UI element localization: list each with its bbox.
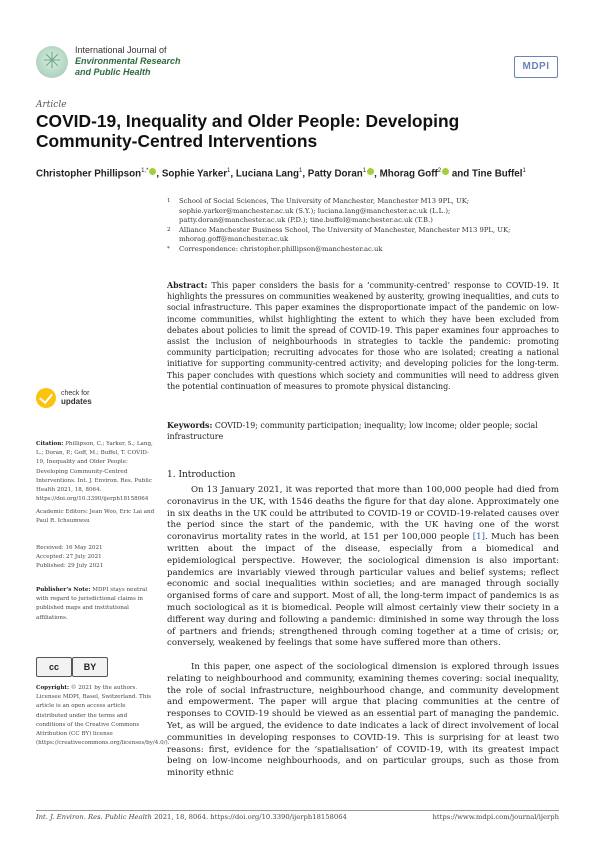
- copyright-text: © 2021 by the authors. Licensee MDPI, Basel, Switzerland. This article is an open access article distributed under the terms and conditions of the Creative Commons Attribution (CC BY) license (https://creativecommons.org/licenses/by/4.0/).: [36, 685, 170, 747]
- footer-doi[interactable]: 2021, 18, 8064. https://doi.org/10.3390/ijerph18158064: [154, 813, 347, 821]
- affil-emails[interactable]: sophie.yarker@manchester.ac.uk (S.Y.); luciana.lang@manchester.ac.uk (L.L.);: [179, 206, 451, 215]
- author-affil-mark: 1: [298, 168, 303, 174]
- abstract: [167, 280, 559, 392]
- author-affil-mark: 1,*: [141, 168, 149, 174]
- accepted-date: Accepted: 27 July 2021: [36, 554, 102, 561]
- author-name[interactable]: Christopher Phillipson: [36, 168, 142, 180]
- paragraph-text: On 13 January 2021, it was reported that more than 100,000 people had died from coronavirus in the UK, with 1546 deaths the figure for that day alone. Approximately one in six deaths in the UK could be attributed to COVID-19 or COVID-19-related causes over the period since the start of the pandemic, with the UK having one of the worst coronavirus mortality rates in the world, at 151 per 100,000 people: [167, 485, 559, 543]
- journal-name-line3: and Public Health: [75, 67, 151, 77]
- journal-name-line1: International Journal of: [75, 45, 167, 55]
- publisher-note: [36, 586, 156, 623]
- footer-citation: [36, 813, 347, 821]
- affil-line: Alliance Manchester Business School, The University of Manchester, Manchester M13 9PL, UK;: [179, 225, 511, 234]
- author-name[interactable]: Patty Doran: [307, 168, 363, 180]
- journal-name[interactable]: [75, 45, 181, 78]
- footer-url[interactable]: https://www.mdpi.com/journal/ijerph: [432, 813, 559, 821]
- received-date: Received: 16 May 2021: [36, 545, 103, 551]
- author-name[interactable]: Luciana Lang: [235, 168, 299, 180]
- footer-journal: Int. J. Environ. Res. Public Health: [36, 813, 152, 821]
- copyright-label: Copyright:: [36, 685, 70, 691]
- author-list: Christopher Phillipson$^{1,*}$ , Sophie Yarker$^1$, Luciana Lang$^1$, Patty Doran$^1$ , Mhorag Goff$^2$ and Tine Buffel$^1$: [36, 168, 526, 180]
- page-title: COVID-19, Inequality and Older People: Developing Community-Centred Interventions: [36, 111, 460, 151]
- abstract-text: This paper considers the basis for a ‘community-centred’ response to COVID-19. It highlights the pressures on communities weakened by austerity, growing inequalities, and cuts to social infrastructure. This paper examines the disproportionate impact of the pandemic on low-income communities, whilst highlighting the extent to which they have been excluded from debates about policies to limit the spread of COVID-19. This paper examines four approaches to assist the inclusion of neighbourhoods in strategies to tackle the pandemic: promoting community participation; recruiting advocates for those who are isolated; creating a national initiative for supporting community-centred activity; and developing policies for the long-term. This paper concludes with questions which society and communities will need to address given the potential continuation of measures to promote physical distancing.: [167, 281, 559, 391]
- affil-mark: *: [167, 245, 170, 252]
- author-affil-mark: 1: [362, 168, 367, 174]
- publisher-note-text: MDPI stays neutral with regard to jurisdictional claims in published maps and institutional affiliations.: [36, 587, 148, 621]
- orcid-icon[interactable]: [149, 168, 156, 175]
- keywords-text: COVID-19; community participation; inequality; low income; older people; social infrastructure: [167, 421, 538, 441]
- affil-mark: 2: [167, 226, 171, 233]
- correspondence[interactable]: Correspondence: christopher.phillipson@manchester.ac.uk: [179, 244, 383, 253]
- by-license-icon[interactable]: BY: [72, 657, 108, 677]
- author-affil-mark: 1: [227, 168, 231, 174]
- affil-mark: 1: [167, 198, 171, 204]
- check-updates-label: [61, 390, 92, 406]
- caduceus-icon: ✳: [42, 49, 62, 74]
- check-updates-line2: updates: [61, 397, 92, 406]
- citation-link[interactable]: [1]: [472, 532, 485, 543]
- paragraph-text: . Much has been written about the impact of the disease, especially from a biomedical and epidemiological perspective. However, the sociological dimension is also important: pandemics are invariably viewed through particular values and belief systems; reflect economic and social inequalities within societies; and are managed through socially organised forms of care and support. Most of all, the long-term impact of pandemics is as much sociological as it is biomedical. People will almost certainly view their society in a different way during and following a pandemic: diminished in some way through the loss of partners and friends; strengthened through coming together at a time of crisis; or, conversely, weakened by feelings that some have suffered more than others.: [167, 532, 559, 649]
- affil-line: School of Social Sciences, The University of Manchester, Manchester M13 9PL, UK;: [179, 197, 470, 205]
- dates-block: [36, 544, 156, 572]
- orcid-icon[interactable]: [367, 168, 374, 175]
- author-name[interactable]: Mhorag Goff: [379, 168, 438, 180]
- author-name[interactable]: Sophie Yarker: [161, 168, 228, 180]
- published-date: Published: 29 July 2021: [36, 563, 104, 570]
- footer-divider: [36, 810, 559, 811]
- mdpi-logo-text: MDPI: [522, 61, 550, 72]
- intro-paragraph-2: In this paper, one aspect of the sociological dimension is explored through issues relating to neighbourhood and community, examining themes covering: social inequality, the role of social infrastructure, neighbourhood change, and community development and empowerment. The paper will argue that placing communities at the centre of responses to COVID-19 should be viewed as an essential part of managing the pandemic. Yet, as will be argued, the evidence to date indicates a lack of direct involvement of local communities in developing responses to COVID-19. This is surprising for at least two reasons: first, evidence for the ‘spatialisation’ of COVID-19, with its greatest impact being on low-income neighbourhoods, and on particular groups, such as those from minority ethnic: [167, 662, 559, 779]
- mdpi-logo[interactable]: [514, 56, 558, 78]
- affiliations: [167, 197, 567, 255]
- orcid-icon[interactable]: [442, 168, 449, 175]
- check-for-updates-button[interactable]: [36, 388, 92, 408]
- academic-editors: Academic Editors: Jean Woo, Eric Lai and Paul R. Ichsumwsu: [36, 509, 155, 525]
- cc-license-icon[interactable]: cc: [36, 657, 72, 677]
- author-name[interactable]: Tine Buffel: [472, 168, 523, 180]
- intro-paragraph-1: [167, 485, 559, 650]
- journal-name-line2: Environmental Research: [75, 56, 181, 66]
- author-affil-mark: 1: [522, 168, 526, 174]
- article-type: Article: [36, 100, 67, 110]
- section-heading: 1. Introduction: [167, 470, 236, 480]
- keywords-label: Keywords:: [167, 421, 213, 430]
- affil-emails[interactable]: patty.doran@manchester.ac.uk (P.D.); tine.buffel@manchester.ac.uk (T.B.): [179, 216, 433, 225]
- abstract-label: Abstract:: [167, 281, 208, 290]
- affil-emails[interactable]: mhorag.goff@manchester.ac.uk: [179, 235, 289, 244]
- check-updates-line1: check for: [61, 390, 90, 397]
- author-affil-mark: 2: [437, 168, 442, 174]
- check-updates-icon: [36, 388, 56, 408]
- citation-text[interactable]: Phillipson, C.; Yarker, S.; Lang, L.; Doran, P.; Goff, M.; Buffel, T. COVID-19, Inequality and Older People: Developing Community-Centred Interventions. Int. J. Environ. Res. Public Health 2021, 18, 8064. https://doi.org/10.3390/ijerph18158064: [36, 441, 153, 503]
- keywords: [167, 420, 559, 442]
- copyright-block: [36, 684, 170, 748]
- citation-block: [36, 440, 156, 504]
- citation-label: Citation:: [36, 441, 64, 447]
- publisher-note-label: Publisher’s Note:: [36, 587, 91, 593]
